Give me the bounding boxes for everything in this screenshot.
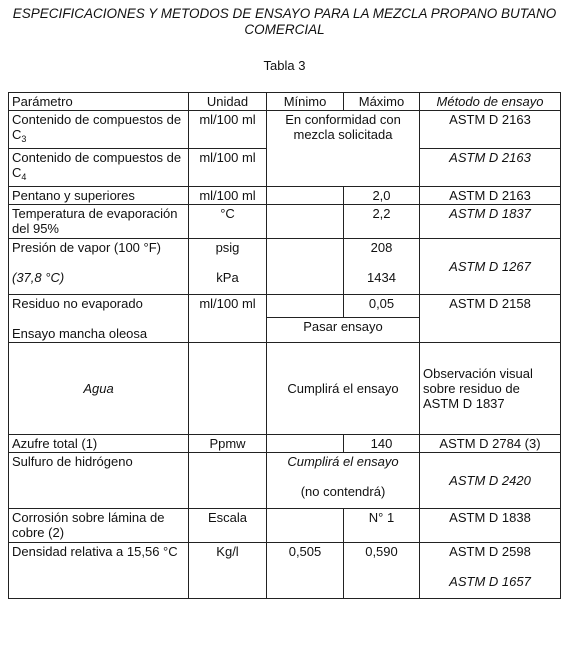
title-line-2: COMERCIAL [244,22,325,37]
header-parametro: Parámetro [9,93,189,111]
param-c3: Contenido de compuestos de $C_3$ [9,111,189,149]
method-agua: Observación visual sobre residuo de ASTM D 1837 [420,343,561,435]
unit-c4: ml/100 ml [189,149,267,187]
param-pentano: Pentano y superiores [9,187,189,205]
method-densidad: ASTM D 2598 ASTM D 1657 [420,543,561,599]
min-temp [267,205,344,239]
method-c3: ASTM D 2163 [420,111,561,149]
method-azufre: ASTM D 2784 (3) [420,435,561,453]
max-presion: 208 1434 [344,239,420,295]
specifications-table [8,92,561,599]
table-row [9,509,561,543]
param-azufre: Azufre total (1) [9,435,189,453]
max-residuo: 0,05 [344,295,420,318]
table-row [9,187,561,205]
header-unidad: Unidad [189,93,267,111]
min-densidad: 0,505 [267,543,344,599]
document-title [0,6,569,38]
param-sulfuro: Sulfuro de hidrógeno [9,453,189,509]
max-temp: 2,2 [344,205,420,239]
min-pentano [267,187,344,205]
header-maximo: Máximo [344,93,420,111]
table-row [9,239,561,295]
table-row [9,543,561,599]
param-agua: Agua [9,343,189,435]
table-row [9,453,561,509]
unit-densidad: Kg/l [189,543,267,599]
header-minimo: Mínimo [267,93,344,111]
param-c4: Contenido de compuestos de $C_4$ [9,149,189,187]
param-corrosion: Corrosión sobre lámina de cobre (2) [9,509,189,543]
table-row [9,295,561,318]
table-row [9,205,561,239]
max-densidad: 0,590 [344,543,420,599]
range-sulfuro: Cumplirá el ensayo (no contendrá) [267,453,420,509]
unit-sulfuro [189,453,267,509]
max-corrosion: N° 1 [344,509,420,543]
min-corrosion [267,509,344,543]
title-line-1: ESPECIFICACIONES Y METODOS DE ENSAYO PARA LA MEZCLA PROPANO BUTANO [12,6,557,21]
unit-presion: psig kPa [189,239,267,295]
param-residuo: Residuo no evaporado Ensayo mancha oleosa [9,295,189,343]
range-c3-c4: En conformidad con mezcla solicitada [267,111,420,187]
param-densidad: Densidad relativa a 15,56 °C [9,543,189,599]
method-sulfuro: ASTM D 2420 [420,453,561,509]
table-row [9,435,561,453]
table-row [9,343,561,435]
method-residuo: ASTM D 2158 [420,295,561,343]
max-pentano: 2,0 [344,187,420,205]
unit-residuo: ml/100 ml [189,295,267,343]
unit-pentano: ml/100 ml [189,187,267,205]
range-agua: Cumplirá el ensayo [267,343,420,435]
method-temp: ASTM D 1837 [420,205,561,239]
unit-temp: °C [189,205,267,239]
table-caption: Tabla 3 [263,58,306,73]
unit-c3: ml/100 ml [189,111,267,149]
max-azufre: 140 [344,435,420,453]
method-presion: ASTM D 1267 [420,239,561,295]
header-metodo: Método de ensayo [420,93,561,111]
param-temp: Temperatura de evaporación del 95% [9,205,189,239]
min-residuo [267,295,344,318]
min-presion [267,239,344,295]
method-corrosion: ASTM D 1838 [420,509,561,543]
range-mancha: Pasar ensayo [267,317,420,342]
table-row [9,111,561,149]
unit-azufre: Ppmw [189,435,267,453]
method-c4: ASTM D 2163 [420,149,561,187]
min-azufre [267,435,344,453]
method-pentano: ASTM D 2163 [420,187,561,205]
unit-agua [189,343,267,435]
unit-corrosion: Escala [189,509,267,543]
header-row [9,93,561,111]
param-presion: Presión de vapor (100 °F) (37,8 °C) [9,239,189,295]
